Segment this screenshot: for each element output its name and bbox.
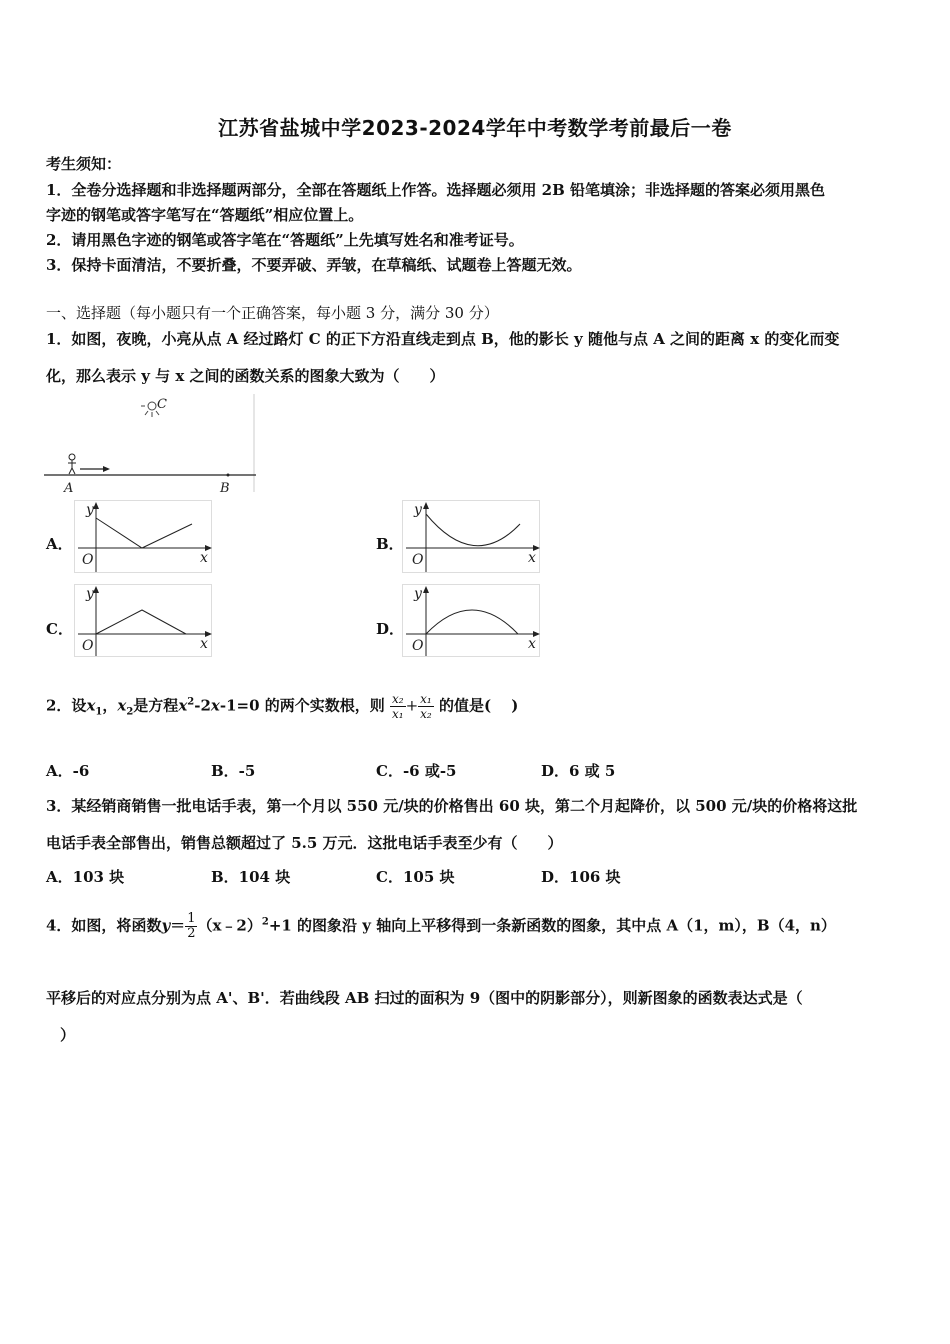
q3-option-c: C．105 块 <box>376 868 455 886</box>
person-icon <box>68 454 76 474</box>
q4-stem: 4．如图，将函数y＝ $\frac{1}{2}$ （x﹣2）$^2$+1 的图象沿 y 轴向上平移得到一条新函数的图象，其中点 A（1，m），B（4，n） <box>46 911 836 941</box>
q2-option-a: A．-6 <box>46 762 90 780</box>
q1-option-b: B． <box>376 535 404 553</box>
q1-street-lamp-figure <box>44 392 258 496</box>
q4-line-2: 平移后的对应点分别为点 A'、B'．若曲线段 AB 扫过的面积为 9（图中的阴影部分），则新图象的函数表达式是（ <box>46 989 803 1007</box>
q3-option-d: D．106 块 <box>541 868 621 886</box>
svg-text:y: y <box>86 586 94 602</box>
q1-graph-c <box>74 584 214 658</box>
fraction-x1-over-x2: $\frac{\text{x₁}}{\text{x₂}}$ <box>420 692 432 721</box>
label-b: B <box>220 481 230 496</box>
fraction-x2-over-x1: $\frac{\text{x₂}}{\text{x₁}}$ <box>392 692 404 721</box>
q3-option-a: A．103 块 <box>46 868 125 886</box>
svg-text:O: O <box>412 638 424 654</box>
svg-text:x: x <box>528 550 536 566</box>
label-c: C <box>157 397 167 412</box>
q1-line-2: 化，那么表示 y 与 x 之间的函数关系的图象大致为（ ） <box>46 367 445 385</box>
q1-graph-a <box>74 500 214 574</box>
fraction-one-half: $\frac{1}{2}$ <box>187 911 196 941</box>
notice-item-3: 3．保持卡面清洁，不要折叠，不要弄破、弄皱，在草稿纸、试题卷上答题无效。 <box>46 256 582 274</box>
q2-option-d: D．6 或 5 <box>541 762 616 780</box>
notice-heading: 考生须知： <box>46 155 122 173</box>
svg-text:O: O <box>82 638 94 654</box>
q1-option-a: A． <box>46 535 73 553</box>
label-a: A <box>64 481 74 496</box>
svg-text:y: y <box>414 586 422 602</box>
notice-item-1b: 字迹的钢笔或答字笔写在“答题纸”相应位置上。 <box>46 206 364 224</box>
q1-line-1: 1．如图，夜晚，小亮从点 A 经过路灯 C 的正下方沿直线走到点 B，他的影长 y 随他与点 A 之间的距离 x 的变化而变 <box>46 330 840 348</box>
svg-text:y: y <box>414 502 422 518</box>
notice-item-1a: 1．全卷分选择题和非选择题两部分，全部在答题纸上作答。选择题必须用 2B 铅笔填涂；非选择题的答案必须用黑色 <box>46 181 826 199</box>
q1-graph-b <box>402 500 542 574</box>
q4-line-3: ） <box>60 1026 76 1044</box>
q2-option-c: C．-6 或-5 <box>376 762 457 780</box>
q2-stem: 2．设$x_1$，$x_2$是方程$x^2-2x-1=0$ 的两个实数根，则 $\frac{\text{x₂}}{\text{x₁}}$ + $\frac{\text{x₁}}{\text{x₂}}$ 的值是( ) <box>46 692 519 721</box>
q3-line-2: 电话手表全部售出，销售总额超过了 5.5 万元．这批电话手表至少有（ ） <box>46 834 563 852</box>
svg-text:y: y <box>86 502 94 518</box>
q1-graph-d <box>402 584 542 658</box>
svg-text:x: x <box>528 636 536 652</box>
notice-item-2: 2．请用黑色字迹的钢笔或答字笔在“答题纸”上先填写姓名和准考证号。 <box>46 231 524 249</box>
q3-option-b: B．104 块 <box>211 868 291 886</box>
q3-line-1: 3．某经销商销售一批电话手表，第一个月以 550 元/块的价格售出 60 块，第二个月起降价，以 500 元/块的价格将这批 <box>46 797 858 815</box>
q1-option-d: D． <box>376 620 405 638</box>
svg-text:O: O <box>412 552 424 568</box>
q2-option-b: B．-5 <box>211 762 256 780</box>
page-title: 江苏省盐城中学2023-2024学年中考数学考前最后一卷 <box>218 116 732 140</box>
arrow-right-icon <box>80 466 110 472</box>
q1-option-c: C． <box>46 620 73 638</box>
svg-text:x: x <box>200 550 208 566</box>
section-heading: 一、选择题（每小题只有一个正确答案，每小题 3 分，满分 30 分） <box>46 304 499 322</box>
svg-text:O: O <box>82 552 94 568</box>
svg-text:x: x <box>200 636 208 652</box>
